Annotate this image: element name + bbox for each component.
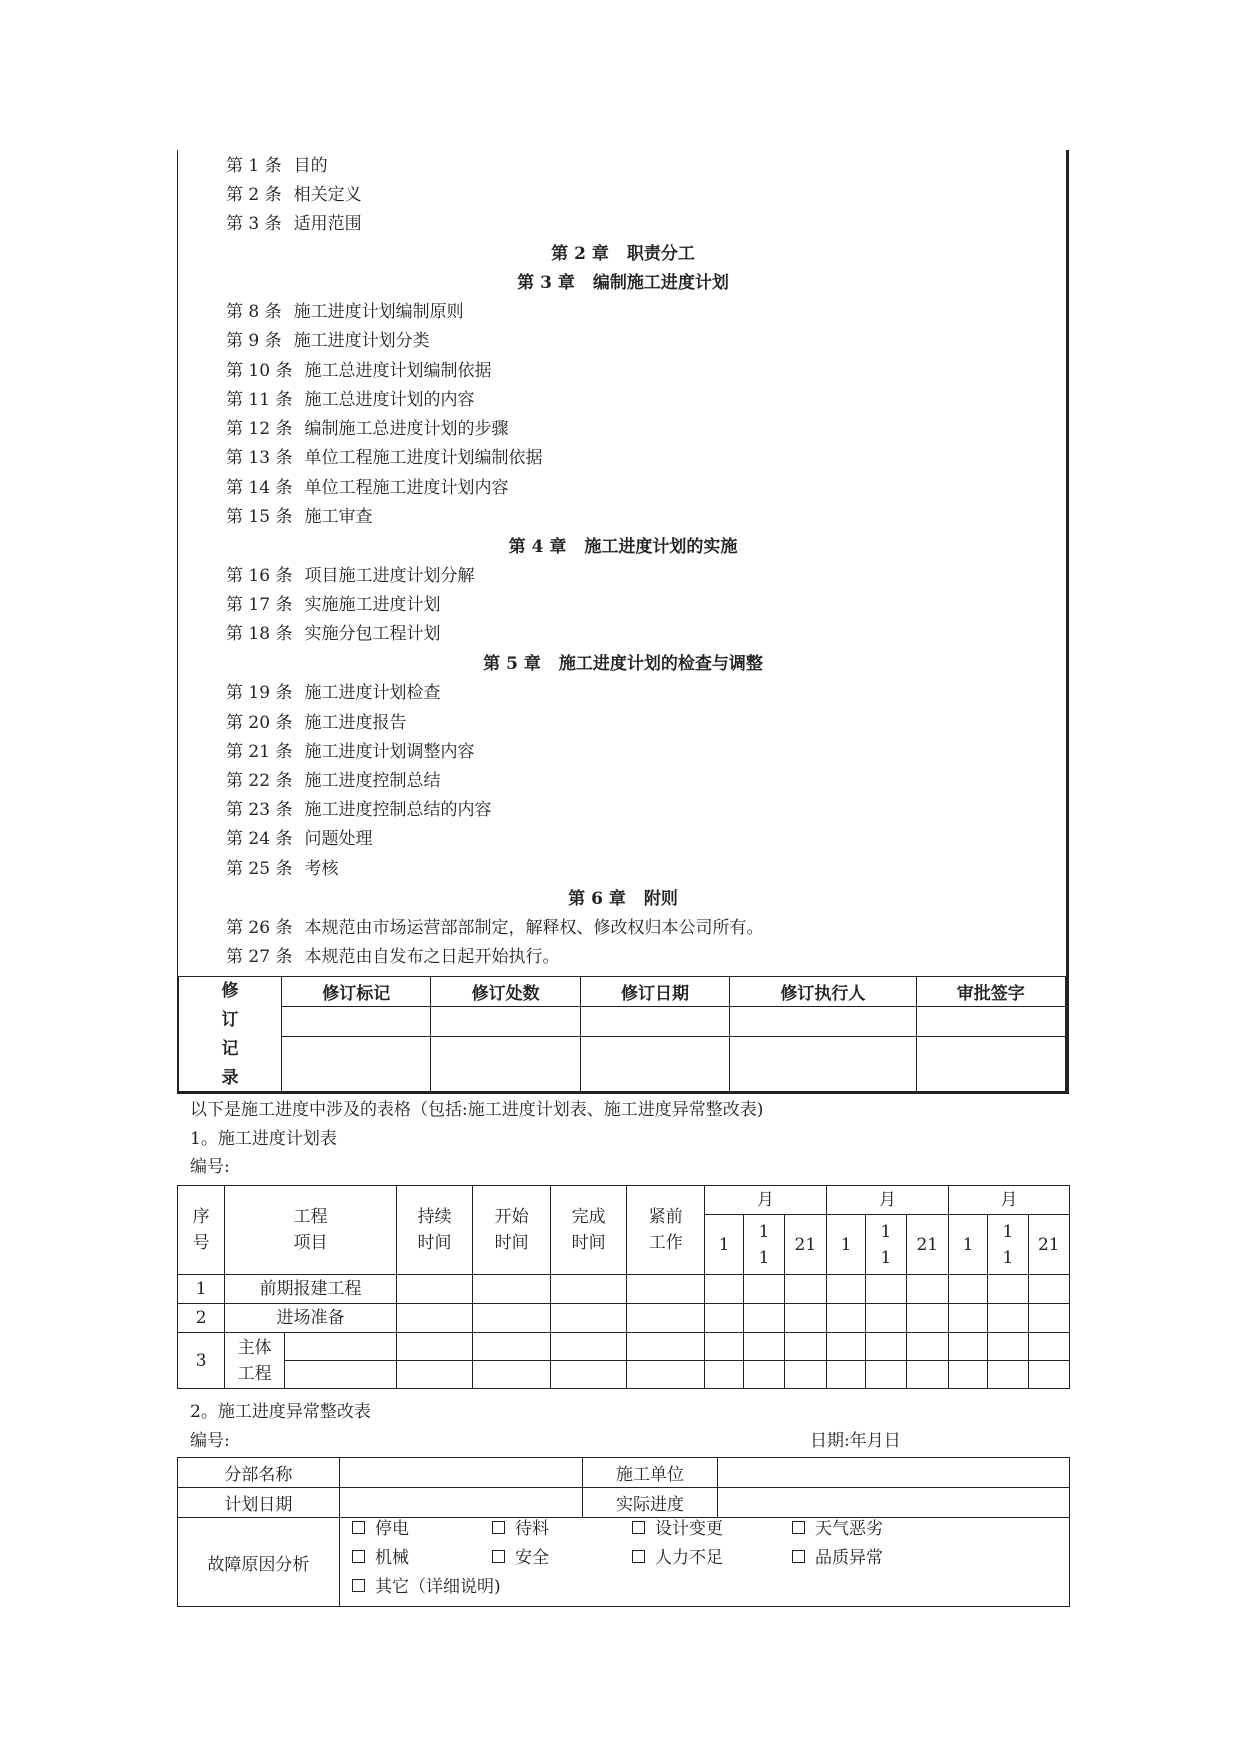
revision-cell[interactable] xyxy=(431,1007,580,1036)
day-header: 21 xyxy=(784,1215,826,1275)
month-header: 月 xyxy=(948,1186,1069,1215)
plan-date-label: 计划日期 xyxy=(178,1488,340,1518)
revision-record-table xyxy=(178,976,1066,1094)
revision-cell[interactable] xyxy=(282,1007,431,1036)
day-header: 1 xyxy=(827,1215,866,1275)
revision-cell[interactable] xyxy=(580,1007,729,1036)
row-seq: 3 xyxy=(178,1333,225,1389)
checkbox-icon[interactable] xyxy=(792,1521,805,1534)
forms-intro: 以下是施工进度中涉及的表格（包括:施工进度计划表、施工进度异常整改表) xyxy=(190,1100,764,1120)
option-other[interactable]: 其它（详细说明) xyxy=(352,1574,501,1600)
chapter-heading: 第 3 章 编制施工进度计划 xyxy=(517,273,729,293)
option-manpower-shortage[interactable]: 人力不足 xyxy=(632,1545,723,1571)
month-header: 月 xyxy=(827,1186,949,1215)
revision-header: 修订处数 xyxy=(431,977,580,1007)
schedule-number-label: 编号: xyxy=(190,1157,230,1177)
option-safety[interactable]: 安全 xyxy=(492,1545,549,1571)
option-waiting-material[interactable]: 待料 xyxy=(492,1516,549,1542)
anomaly-date-label: 日期:年月日 xyxy=(810,1431,901,1451)
toc-article: 第 19 条 施工进度计划检查 xyxy=(226,683,441,703)
row-item: 前期报建工程 xyxy=(225,1275,396,1304)
unit-label: 施工单位 xyxy=(582,1458,718,1488)
revision-record-label: 修 订 记 录 xyxy=(179,977,282,1094)
day-header: 21 xyxy=(906,1215,948,1275)
revision-header: 修订日期 xyxy=(580,977,729,1007)
anomaly-number-label: 编号: xyxy=(190,1431,230,1451)
toc-article: 第 23 条 施工进度控制总结的内容 xyxy=(226,800,492,820)
revision-cell[interactable] xyxy=(580,1036,729,1094)
actual-label: 实际进度 xyxy=(582,1488,718,1518)
toc-article: 第 21 条 施工进度计划调整内容 xyxy=(226,742,475,762)
checkbox-icon[interactable] xyxy=(352,1579,365,1592)
cause-label: 故障原因分析 xyxy=(178,1518,340,1607)
dept-field[interactable] xyxy=(339,1458,582,1488)
day-header: 21 xyxy=(1028,1215,1069,1275)
actual-field[interactable] xyxy=(718,1488,1070,1518)
anomaly-title: 2。施工进度异常整改表 xyxy=(190,1402,371,1422)
revision-header: 审批签字 xyxy=(916,977,1065,1007)
checkbox-icon[interactable] xyxy=(352,1521,365,1534)
revision-cell[interactable] xyxy=(916,1007,1065,1036)
toc-article: 第 3 条 适用范围 xyxy=(226,214,362,234)
checkbox-icon[interactable] xyxy=(632,1521,645,1534)
revision-cell[interactable] xyxy=(282,1036,431,1094)
toc-article: 第 1 条 目的 xyxy=(226,156,328,176)
toc-article: 第 20 条 施工进度报告 xyxy=(226,713,407,733)
toc-article: 第 8 条 施工进度计划编制原则 xyxy=(226,302,464,322)
col-header-start: 开始 时间 xyxy=(473,1186,551,1275)
checkbox-icon[interactable] xyxy=(492,1521,505,1534)
row-seq: 2 xyxy=(178,1304,225,1333)
revision-header: 修订标记 xyxy=(282,977,431,1007)
month-header: 月 xyxy=(705,1186,827,1215)
checkbox-icon[interactable] xyxy=(632,1550,645,1563)
toc-article: 第 13 条 单位工程施工进度计划编制依据 xyxy=(226,448,543,468)
anomaly-table xyxy=(177,1457,1070,1607)
unit-field[interactable] xyxy=(718,1458,1070,1488)
schedule-table xyxy=(177,1185,1070,1389)
day-header: 1 1 xyxy=(744,1215,784,1275)
toc-article: 第 27 条 本规范由自发布之日起开始执行。 xyxy=(226,947,560,967)
day-header: 1 xyxy=(948,1215,987,1275)
dept-label: 分部名称 xyxy=(178,1458,340,1488)
toc-article: 第 18 条 实施分包工程计划 xyxy=(226,624,441,644)
day-header: 1 xyxy=(705,1215,744,1275)
toc-article: 第 2 条 相关定义 xyxy=(226,185,362,205)
option-machinery[interactable]: 机械 xyxy=(352,1545,409,1571)
table-row xyxy=(178,1304,1070,1333)
checkbox-icon[interactable] xyxy=(352,1550,365,1563)
day-header: 1 1 xyxy=(988,1215,1028,1275)
plan-date-field[interactable] xyxy=(339,1488,582,1518)
option-design-change[interactable]: 设计变更 xyxy=(632,1516,723,1542)
toc-article: 第 10 条 施工总进度计划编制依据 xyxy=(226,361,492,381)
toc-article: 第 12 条 编制施工总进度计划的步骤 xyxy=(226,419,509,439)
toc-article: 第 24 条 问题处理 xyxy=(226,829,373,849)
option-quality-anomaly[interactable]: 品质异常 xyxy=(792,1545,883,1571)
checkbox-icon[interactable] xyxy=(792,1550,805,1563)
row-item: 主体 工程 xyxy=(225,1333,284,1389)
toc-article: 第 26 条 本规范由市场运营部部制定，解释权、修改权归本公司所有。 xyxy=(226,918,764,938)
day-header: 1 1 xyxy=(866,1215,906,1275)
revision-cell[interactable] xyxy=(916,1036,1065,1094)
row-item: 进场准备 xyxy=(225,1304,396,1333)
option-power-outage[interactable]: 停电 xyxy=(352,1516,409,1542)
option-bad-weather[interactable]: 天气恶劣 xyxy=(792,1516,883,1542)
col-header-predecessor: 紧前 工作 xyxy=(627,1186,705,1275)
schedule-title: 1。施工进度计划表 xyxy=(190,1129,337,1149)
chapter-heading: 第 2 章 职责分工 xyxy=(551,244,695,264)
table-row xyxy=(178,1361,1070,1389)
toc-article: 第 16 条 项目施工进度计划分解 xyxy=(226,566,475,586)
row-seq: 1 xyxy=(178,1275,225,1304)
toc-article: 第 22 条 施工进度控制总结 xyxy=(226,771,441,791)
checkbox-icon[interactable] xyxy=(492,1550,505,1563)
toc-article: 第 11 条 施工总进度计划的内容 xyxy=(226,390,475,410)
toc-article: 第 25 条 考核 xyxy=(226,859,339,879)
revision-header: 修订执行人 xyxy=(730,977,916,1007)
col-header-item: 工程 项目 xyxy=(225,1186,396,1275)
col-header-duration: 持续 时间 xyxy=(396,1186,473,1275)
toc-article: 第 15 条 施工审查 xyxy=(226,507,373,527)
table-row xyxy=(178,1275,1070,1304)
revision-cell[interactable] xyxy=(730,1036,916,1094)
table-row xyxy=(178,1333,1070,1361)
toc-article: 第 17 条 实施施工进度计划 xyxy=(226,595,441,615)
chapter-heading: 第 5 章 施工进度计划的检查与调整 xyxy=(483,654,763,674)
revision-cell[interactable] xyxy=(730,1007,916,1036)
revision-cell[interactable] xyxy=(431,1036,580,1094)
toc-article: 第 9 条 施工进度计划分类 xyxy=(226,331,430,351)
col-header-end: 完成 时间 xyxy=(550,1186,627,1275)
col-header-seq: 序 号 xyxy=(178,1186,225,1275)
chapter-heading: 第 4 章 施工进度计划的实施 xyxy=(508,537,738,557)
chapter-heading: 第 6 章 附则 xyxy=(568,889,678,909)
toc-article: 第 14 条 单位工程施工进度计划内容 xyxy=(226,478,509,498)
